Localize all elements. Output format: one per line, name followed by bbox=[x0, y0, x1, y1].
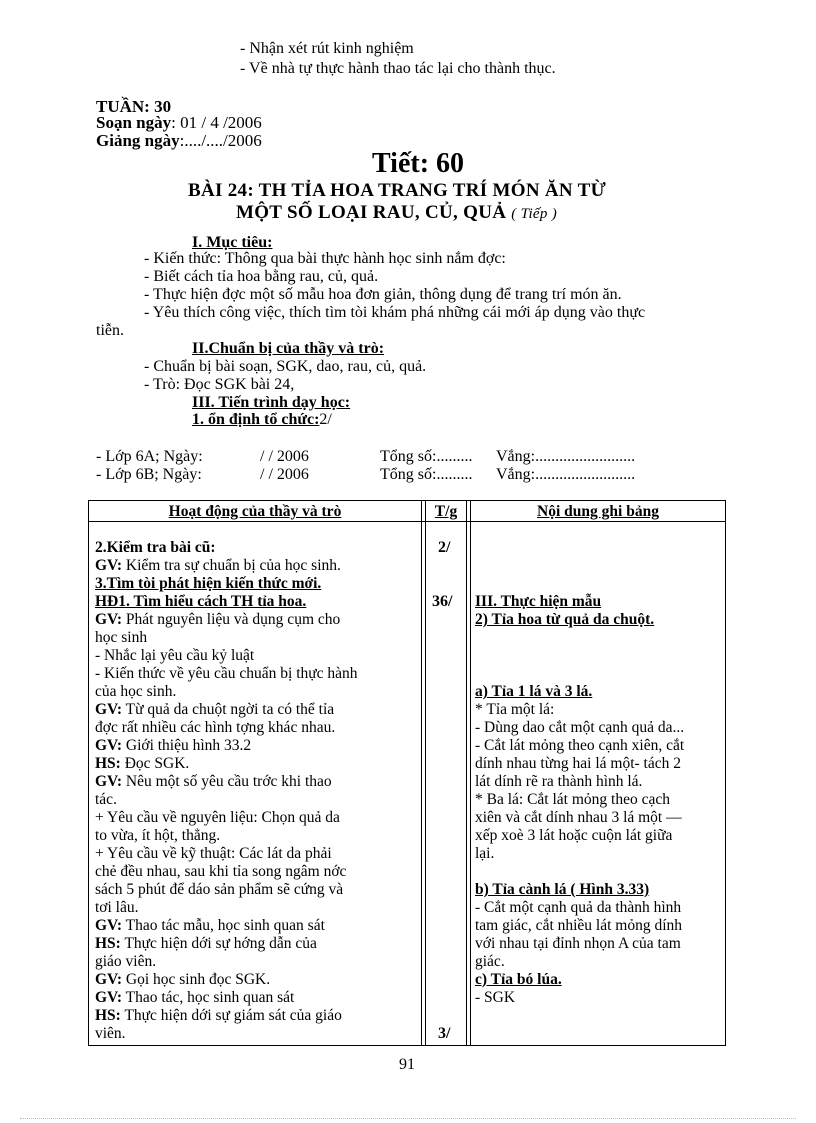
table-text-line: 2.Kiểm tra bài cũ: bbox=[95, 539, 216, 556]
table-text-line: học sinh bbox=[95, 629, 148, 646]
table-text-line: sách 5 phút để dáo sản phẩm sẽ cứng và bbox=[95, 881, 344, 898]
table-text-line: a) Tỉa 1 lá và 3 lá. bbox=[475, 683, 593, 700]
table-text-line: lát dính rẽ ra thành hình lá. bbox=[475, 773, 643, 790]
speaker-text: Kiểm tra sự chuẩn bị của học sinh. bbox=[122, 557, 341, 574]
speaker-text: Gọi học sinh đọc SGK. bbox=[122, 971, 271, 988]
objective-line: - Yêu thích công việc, thích tìm tòi khám phá những cái mới áp dụng vào thực bbox=[144, 304, 646, 321]
header-activities bbox=[89, 503, 421, 521]
header-time-text: T/g bbox=[434, 503, 458, 520]
table-text-line: đợc rất nhiều các hình tợng khác nhau. bbox=[95, 719, 336, 736]
table-text-line: giác. bbox=[475, 953, 505, 970]
table-text-line: tam giác, cắt nhiều lát mỏng dính bbox=[475, 917, 683, 934]
table-text-line: - Cắt một cạnh quả da thành hình bbox=[475, 899, 682, 916]
section-preparation-heading: II.Chuẩn bị của thầy và trò: bbox=[192, 340, 385, 357]
section-objectives-heading: I. Mục tiêu: bbox=[192, 234, 273, 251]
class-6b-absent: Vắng:......................... bbox=[496, 466, 636, 483]
table-text-line: * Ba lá: Cắt lát mỏng theo cạch bbox=[475, 791, 670, 808]
prepare-date-label: Soạn ngày bbox=[96, 113, 172, 132]
section-procedure-heading: III. Tiến trình dạy học: bbox=[192, 394, 351, 411]
table-text-line: - Kiến thức về yêu cầu chuẩn bị thực hành bbox=[95, 665, 358, 682]
class-6b-total: Tổng số:......... bbox=[380, 466, 473, 483]
table-text-line: 2) Tỉa hoa từ quả da chuột. bbox=[475, 611, 655, 628]
table-text-line: - Dùng dao cắt một cạnh quả da... bbox=[475, 719, 685, 736]
lesson-title-line-1: BÀI 24: TH TỈA HOA TRANG TRÍ MÓN ĂN TỪ bbox=[188, 180, 607, 201]
objective-line: - Kiến thức: Thông qua bài thực hành học sinh nắm đợc: bbox=[144, 250, 506, 267]
header-content-text: Nội dung ghi bảng bbox=[537, 503, 659, 520]
speaker-label: GV: bbox=[95, 971, 122, 988]
table-text-line: b) Tỉa cành lá ( Hình 3.33) bbox=[475, 881, 650, 898]
speaker-text: Phát nguyên liệu và dụng cụm cho bbox=[122, 611, 341, 628]
table-divider bbox=[421, 501, 422, 1045]
table-divider bbox=[470, 501, 471, 1045]
class-6a-date: / / 2006 bbox=[260, 448, 309, 465]
class-6b-date: / / 2006 bbox=[260, 466, 309, 483]
objective-line: - Biết cách tỉa hoa bằng rau, củ, quả. bbox=[144, 268, 379, 285]
lesson-title-line-2-text: MỘT SỐ LOẠI RAU, CỦ, QUẢ bbox=[236, 202, 507, 223]
speaker-label: GV: bbox=[95, 773, 122, 790]
lesson-title-continued: ( Tiếp ) bbox=[511, 206, 558, 222]
table-text-line: * Tỉa một lá: bbox=[475, 701, 555, 718]
lesson-title-line-2 bbox=[236, 202, 557, 224]
organization-subheading bbox=[192, 411, 332, 429]
table-text-line bbox=[95, 1007, 342, 1025]
table-text-line: giáo viên. bbox=[95, 953, 157, 970]
class-6a-absent: Vắng:......................... bbox=[496, 448, 636, 465]
prepare-date bbox=[96, 114, 262, 132]
speaker-label: GV: bbox=[95, 611, 122, 628]
table-divider bbox=[425, 501, 426, 1045]
table-text-line bbox=[95, 989, 294, 1007]
lesson-table bbox=[88, 500, 726, 1046]
speaker-label: GV: bbox=[95, 917, 122, 934]
table-text-line: - SGK bbox=[475, 989, 516, 1006]
preparation-line: - Chuẩn bị bài soạn, SGK, dao, rau, củ, quả. bbox=[144, 358, 427, 375]
speaker-label: HS: bbox=[95, 1007, 121, 1024]
table-text-line: lại. bbox=[475, 845, 495, 862]
class-6b-label: - Lớp 6B; Ngày: bbox=[96, 466, 202, 483]
note-line-1: - Nhận xét rút kinh nghiệm bbox=[240, 40, 414, 57]
teaching-date-label: Giảng ngày bbox=[96, 131, 180, 150]
speaker-text: Thao tác, học sinh quan sát bbox=[122, 989, 295, 1006]
class-6a-label: - Lớp 6A; Ngày: bbox=[96, 448, 203, 465]
table-text-line: với nhau tại đỉnh nhọn A của tam bbox=[475, 935, 681, 952]
table-text-line: + Yêu cầu về kỹ thuật: Các lát da phải bbox=[95, 845, 332, 862]
organization-time: 2/ bbox=[319, 411, 332, 428]
organization-label: 1. ổn định tổ chức: bbox=[192, 411, 320, 428]
prepare-date-value: : 01 / 4 /2006 bbox=[171, 113, 262, 132]
table-text-line bbox=[95, 971, 270, 989]
header-time bbox=[426, 503, 466, 521]
speaker-text: Thao tác mẫu, học sinh quan sát bbox=[122, 917, 325, 934]
table-text-line bbox=[95, 935, 317, 953]
footer-divider bbox=[20, 1118, 796, 1119]
table-text-line: HĐ1. Tìm hiểu cách TH tỉa hoa. bbox=[95, 593, 307, 610]
objective-line: - Thực hiện đợc một số mẫu hoa đơn giản, thông dụng để trang trí món ăn. bbox=[144, 286, 622, 303]
time-entry: 2/ bbox=[438, 539, 451, 556]
preparation-line: - Trò: Đọc SGK bài 24, bbox=[144, 376, 295, 393]
table-text-line: tác. bbox=[95, 791, 117, 808]
speaker-text: Thực hiện dới sự giám sát của giáo bbox=[120, 1007, 342, 1024]
lesson-number: Tiết: 60 bbox=[372, 148, 465, 179]
speaker-text: Thực hiện dới sự hớng dẫn của bbox=[120, 935, 317, 952]
table-text-line: viên. bbox=[95, 1025, 126, 1042]
note-line-2: - Về nhà tự thực hành thao tác lại cho thành thục. bbox=[240, 60, 556, 77]
table-text-line: III. Thực hiện mẫu bbox=[475, 593, 602, 610]
week-label: TUẦN: 30 bbox=[96, 97, 172, 116]
speaker-label: GV: bbox=[95, 701, 122, 718]
speaker-label: HS: bbox=[95, 935, 121, 952]
table-text-line: to vừa, ít hột, thẳng. bbox=[95, 827, 221, 844]
speaker-label: GV: bbox=[95, 989, 122, 1006]
page-number: 91 bbox=[399, 1056, 415, 1073]
table-text-line: c) Tỉa bó lúa. bbox=[475, 971, 562, 988]
table-text-line: xiên và cắt dính nhau 3 lá một — bbox=[475, 809, 682, 826]
table-text-line bbox=[95, 557, 341, 575]
speaker-text: Đọc SGK. bbox=[120, 755, 190, 772]
table-text-line: chẻ đều nhau, sau khi tỉa song ngâm nớc bbox=[95, 863, 347, 880]
teaching-date-value: :..../..../2006 bbox=[179, 131, 262, 150]
table-text-line: tơi lâu. bbox=[95, 899, 139, 916]
table-text-line bbox=[95, 611, 340, 629]
header-content bbox=[471, 503, 725, 521]
speaker-text: Giới thiệu hình 33.2 bbox=[122, 737, 252, 754]
speaker-text: Nêu một số yêu cầu trớc khi thao bbox=[122, 773, 332, 790]
class-6a-total: Tổng số:......... bbox=[380, 448, 473, 465]
table-text-line: - Cắt lát mỏng theo cạnh xiên, cắt bbox=[475, 737, 685, 754]
time-entry: 3/ bbox=[438, 1025, 451, 1042]
table-text-line: + Yêu cầu về nguyên liệu: Chọn quả da bbox=[95, 809, 340, 826]
table-text-line bbox=[95, 755, 189, 773]
table-header-divider bbox=[89, 521, 725, 522]
table-text-line bbox=[95, 917, 325, 935]
table-text-line bbox=[95, 701, 334, 719]
table-text-line: xếp xoè 3 lát hoặc cuộn lát giữa bbox=[475, 827, 673, 844]
objective-line: tiễn. bbox=[96, 322, 124, 339]
table-divider bbox=[466, 501, 467, 1045]
table-text-line bbox=[95, 773, 332, 791]
table-text-line: - Nhắc lại yêu cầu kỷ luật bbox=[95, 647, 255, 664]
speaker-label: HS: bbox=[95, 755, 121, 772]
speaker-text: Từ quả da chuột ngời ta có thể tỉa bbox=[122, 701, 335, 718]
speaker-label: GV: bbox=[95, 557, 122, 574]
header-activities-text: Hoạt động của thầy và trò bbox=[168, 503, 342, 520]
table-text-line: dính nhau từng hai lá một- tách 2 bbox=[475, 755, 681, 772]
teaching-date bbox=[96, 132, 262, 150]
speaker-label: GV: bbox=[95, 737, 122, 754]
table-text-line: của học sinh. bbox=[95, 683, 177, 700]
table-text-line bbox=[95, 737, 251, 755]
time-entry: 36/ bbox=[432, 593, 453, 610]
table-text-line: 3.Tìm tòi phát hiện kiến thức mới. bbox=[95, 575, 322, 592]
